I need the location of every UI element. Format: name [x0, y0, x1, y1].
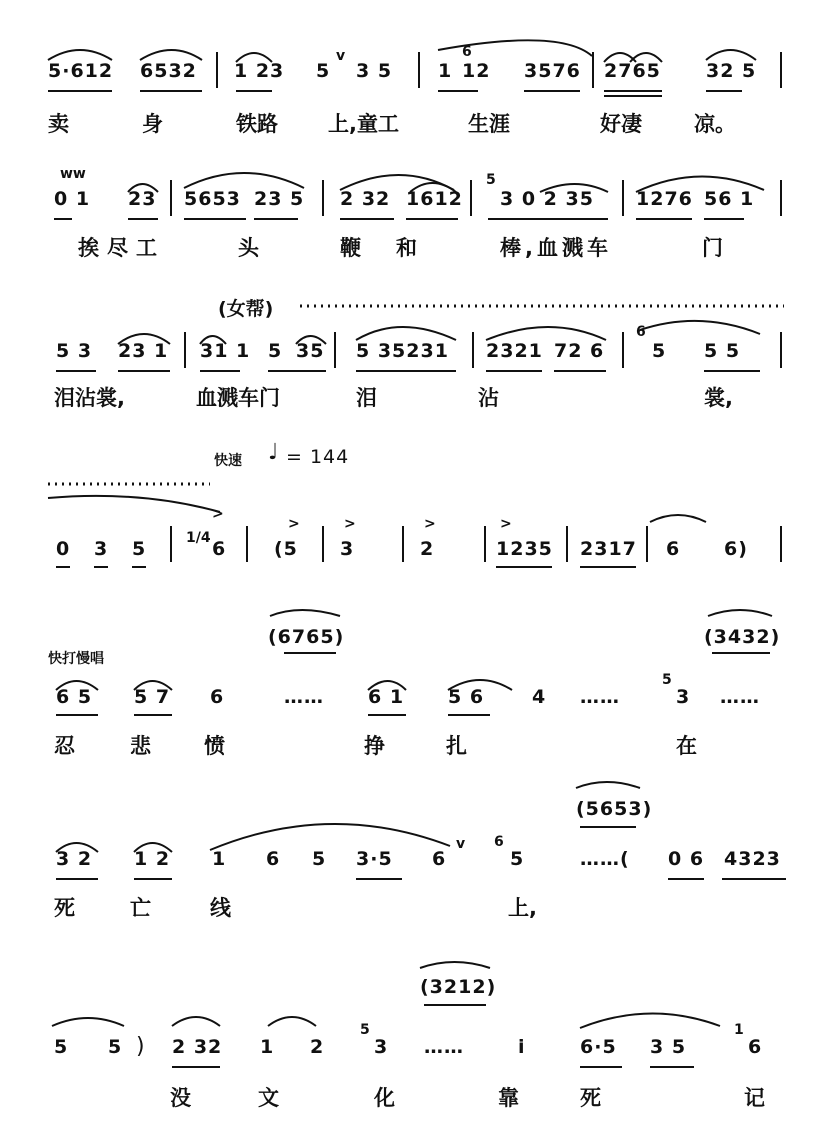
grace-note: 5 — [662, 672, 672, 688]
note-group: 3576 — [524, 60, 581, 82]
lyric: 愤 — [204, 734, 225, 758]
note-group: 0 1 — [54, 188, 91, 210]
tempo-label: 快速 — [214, 453, 242, 469]
lyric: 卖 — [48, 112, 69, 136]
note-group: 5653 — [184, 188, 241, 210]
continuation-dots: …… — [284, 686, 324, 708]
lyric: 悲 — [130, 734, 151, 758]
lyric: 头 — [238, 236, 259, 260]
note-group: 1 — [212, 848, 227, 870]
lyric: 扎 — [446, 734, 467, 758]
note-group: 5 — [652, 340, 667, 362]
accent-mark: > — [424, 516, 436, 532]
note-group: 12 — [462, 60, 491, 82]
grace-note: 1 — [734, 1022, 744, 1038]
note-group: i — [518, 1036, 526, 1058]
note-group: 23 — [128, 188, 157, 210]
bracket-notes: (3212) — [420, 976, 497, 998]
note-group: 5 7 — [134, 686, 171, 708]
lyric: 身 — [142, 112, 163, 136]
performance-label: 快打慢唱 — [48, 651, 104, 667]
note-group: 1 23 — [234, 60, 285, 82]
lyric: 凉。 — [694, 112, 736, 136]
lyric: 死 — [580, 1086, 601, 1110]
note-group: 3 2 — [56, 848, 93, 870]
lyric: 在 — [676, 734, 697, 758]
continuation-dots: ……( — [580, 848, 630, 870]
note-group: 1 2 — [134, 848, 171, 870]
note-group: 5 — [316, 60, 331, 82]
lyric: 泪沾裳, — [54, 386, 125, 410]
note-group: 5 35231 — [356, 340, 449, 362]
continuation-dots: …… — [580, 686, 620, 708]
note-group: 3 — [340, 538, 355, 560]
lyric: 棒,血溅车 — [500, 236, 612, 260]
lyric: 好凄 — [600, 112, 642, 136]
lyric: 裳, — [704, 386, 733, 410]
note-group: 6 — [266, 848, 281, 870]
note-group: 23 1 — [118, 340, 169, 362]
grace-note: 6 — [462, 44, 472, 60]
lyric: 记 — [744, 1086, 765, 1110]
accent-mark: > — [212, 506, 224, 522]
lyric: 泪 — [356, 386, 377, 410]
tempo-value: = 144 — [286, 446, 350, 468]
time-signature: 1/4 — [186, 530, 211, 546]
note-group: 0 — [56, 538, 71, 560]
note-group: 6532 — [140, 60, 197, 82]
lyric: 挣 — [364, 734, 385, 758]
note-group: 72 6 — [554, 340, 605, 362]
note-group: 5 — [132, 538, 147, 560]
note-group: 6 — [432, 848, 447, 870]
note-group: 5 — [268, 340, 283, 362]
note-group: 5 — [54, 1036, 69, 1058]
lyric: 没 — [170, 1086, 191, 1110]
note-group: 3 — [374, 1036, 389, 1058]
ornament-mark: ww — [60, 166, 86, 182]
lyric: 门 — [702, 236, 723, 260]
note-group: 6 — [210, 686, 225, 708]
continuation-dots: …… — [424, 1036, 464, 1058]
note-group: 1276 — [636, 188, 693, 210]
lyric: 上, — [508, 896, 537, 920]
bracket-notes: (3432) — [704, 626, 781, 648]
lyric: 靠 — [498, 1086, 519, 1110]
lyric: 和 — [396, 236, 417, 260]
quarter-note-icon: ♩ — [268, 440, 279, 465]
note-group: 5 6 — [448, 686, 485, 708]
note-group: 6 — [666, 538, 681, 560]
accent-mark: > — [500, 516, 512, 532]
note-group: (5 — [274, 538, 298, 560]
note-group: 2 32 — [172, 1036, 223, 1058]
note-group: 2765 — [604, 60, 661, 82]
note-group: 3 5 — [356, 60, 393, 82]
note-group: 3·5 — [356, 848, 393, 870]
breath-mark: v — [456, 836, 466, 852]
lyric: 线 — [210, 896, 231, 920]
note-group: 1612 — [406, 188, 463, 210]
lyric: 生涯 — [468, 112, 510, 136]
note-group: 32 5 — [706, 60, 757, 82]
lyric: 血溅车门 — [196, 386, 280, 410]
note-group: 2 — [310, 1036, 325, 1058]
lyric: 文 — [258, 1086, 279, 1110]
note-group: 4323 — [724, 848, 781, 870]
grace-note: 6 — [494, 834, 504, 850]
note-group: 5 — [108, 1036, 123, 1058]
accent-mark: > — [288, 516, 300, 532]
note-group: 4 — [532, 686, 547, 708]
note-group: 31 1 — [200, 340, 251, 362]
note-group: 1235 — [496, 538, 553, 560]
lyric: 亡 — [130, 896, 151, 920]
note-group: 5 — [312, 848, 327, 870]
grace-note: 5 — [486, 172, 496, 188]
note-group: 3 — [94, 538, 109, 560]
note-group: 6·5 — [580, 1036, 617, 1058]
note-group: 0 6 — [668, 848, 705, 870]
note-group: 23 5 — [254, 188, 305, 210]
lyric: 上,童工 — [328, 112, 399, 136]
section-label: (女帮) — [218, 298, 274, 320]
note-group: 6 — [212, 538, 227, 560]
note-group: 56 1 — [704, 188, 755, 210]
lyric: 死 — [54, 896, 75, 920]
note-group: 6) — [724, 538, 748, 560]
note-group: 35 — [296, 340, 325, 362]
note-group: 5 — [510, 848, 525, 870]
note-group: 3 0 2 35 — [500, 188, 594, 210]
accent-mark: > — [344, 516, 356, 532]
note-group: 5 3 — [56, 340, 93, 362]
grace-note: 6 — [636, 324, 646, 340]
lyric: 化 — [374, 1086, 395, 1110]
lyric: 鞭 — [340, 236, 361, 260]
note-group: 3 — [676, 686, 691, 708]
note-group: 2 — [420, 538, 435, 560]
breath-mark: v — [336, 48, 346, 64]
grace-note: 5 — [360, 1022, 370, 1038]
note-group: 6 — [748, 1036, 763, 1058]
note-group: 5·612 — [48, 60, 114, 82]
note-group: 5 5 — [704, 340, 741, 362]
note-group: 2321 — [486, 340, 543, 362]
lyric: 沾 — [478, 386, 499, 410]
lyric: 铁路 — [236, 112, 278, 136]
lyric: 忍 — [54, 734, 75, 758]
note-group: 6 5 — [56, 686, 93, 708]
note-group: 1 — [260, 1036, 275, 1058]
lyric: 挨尽工 — [78, 236, 165, 260]
note-group: 1 — [438, 60, 453, 82]
bracket-notes: (5653) — [576, 798, 653, 820]
note-group: 2317 — [580, 538, 637, 560]
bracket-close: ) — [136, 1034, 146, 1059]
note-group: 2 32 — [340, 188, 391, 210]
note-group: 3 5 — [650, 1036, 687, 1058]
continuation-dots: …… — [720, 686, 760, 708]
note-group: 6 1 — [368, 686, 405, 708]
bracket-notes: (6765) — [268, 626, 345, 648]
